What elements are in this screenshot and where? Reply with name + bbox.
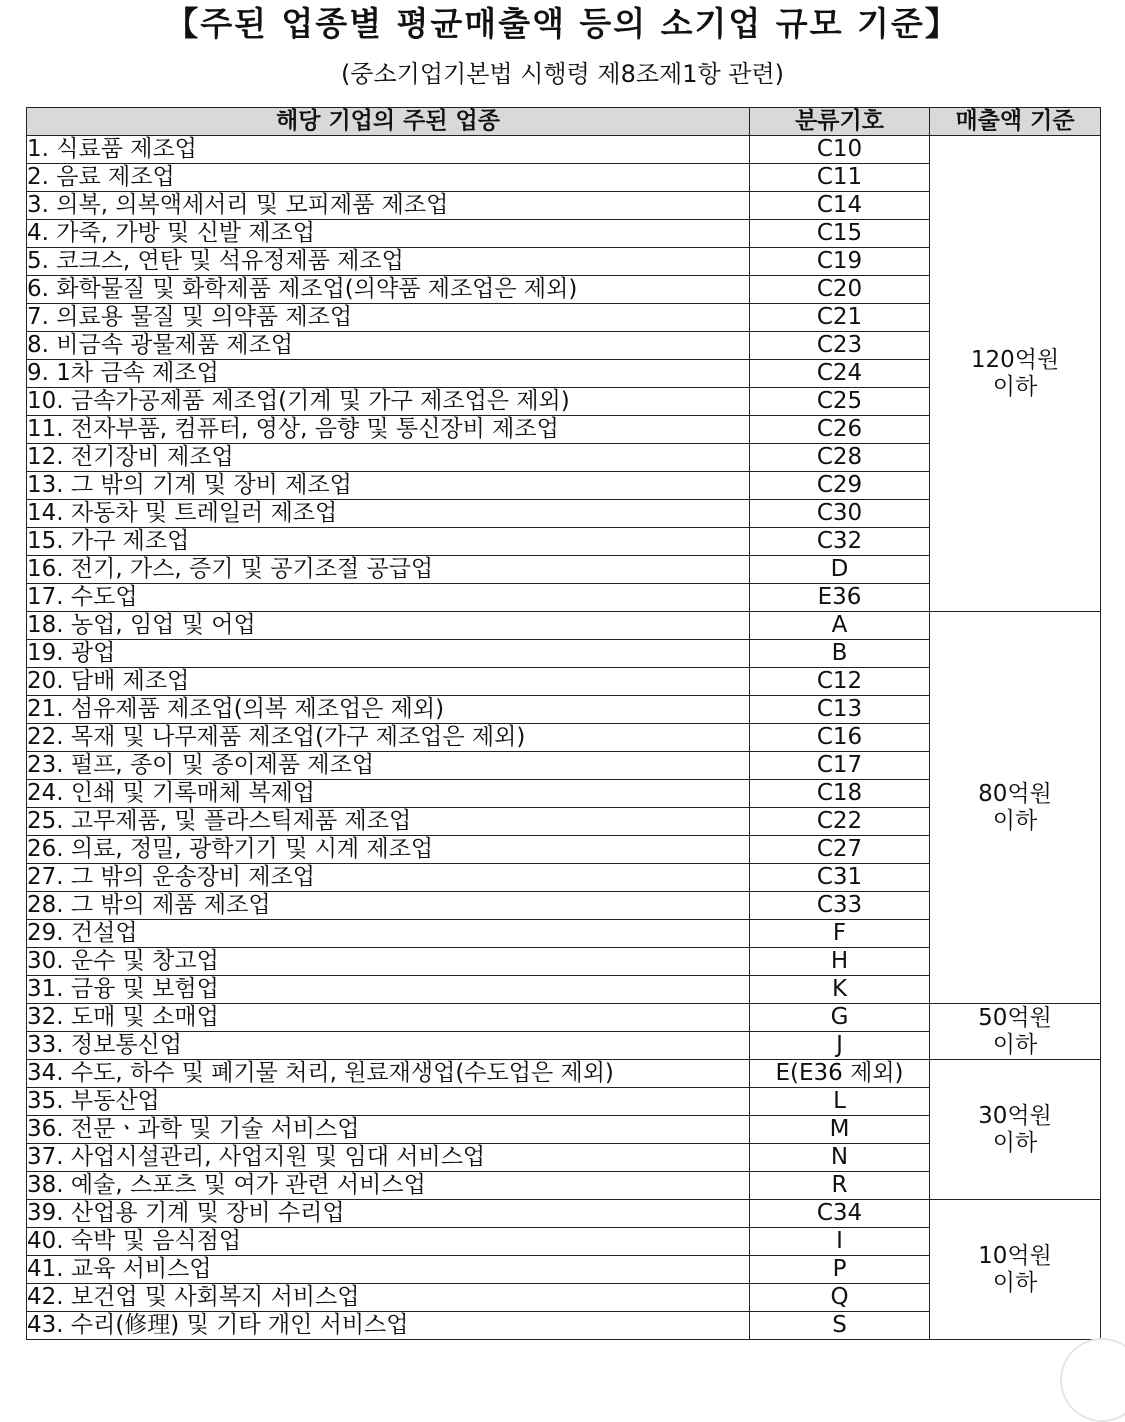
header-code: 분류기호 [750,108,930,136]
revenue-limit-cell [930,1060,1101,1200]
classification-code-cell: C33 [750,892,930,920]
industry-cell: 16. 전기, 가스, 증기 및 공기조절 공급업 [27,556,750,584]
classification-code-cell: J [750,1032,930,1060]
industry-cell: 37. 사업시설관리, 사업지원 및 임대 서비스업 [27,1144,750,1172]
industry-cell: 34. 수도, 하수 및 폐기물 처리, 원료재생업(수도업은 제외) [27,1060,750,1088]
stamp-watermark [1060,1338,1125,1422]
industry-cell: 19. 광업 [27,640,750,668]
industry-cell: 29. 건설업 [27,920,750,948]
industry-cell: 25. 고무제품, 및 플라스틱제품 제조업 [27,808,750,836]
classification-code-cell: C24 [750,360,930,388]
classification-code-cell: M [750,1116,930,1144]
industry-cell: 21. 섬유제품 제조업(의복 제조업은 제외) [27,696,750,724]
industry-cell: 13. 그 밖의 기계 및 장비 제조업 [27,472,750,500]
revenue-limit-cell [930,136,1101,612]
industry-cell: 8. 비금속 광물제품 제조업 [27,332,750,360]
classification-code-cell: I [750,1228,930,1256]
table-row [27,612,1101,640]
classification-code-cell: F [750,920,930,948]
classification-code-cell: C34 [750,1200,930,1228]
table-body [27,136,1101,1340]
header-revenue-limit: 매출액 기준 [930,108,1101,136]
classification-code-cell: B [750,640,930,668]
classification-code-cell: C20 [750,276,930,304]
classification-code-cell: A [750,612,930,640]
industry-cell: 40. 숙박 및 음식점업 [27,1228,750,1256]
classification-code-cell: C22 [750,808,930,836]
industry-cell: 27. 그 밖의 운송장비 제조업 [27,864,750,892]
industry-cell: 1. 식료품 제조업 [27,136,750,164]
classification-code-cell: H [750,948,930,976]
table-row [27,1200,1101,1228]
header-industry: 해당 기업의 주된 업종 [27,108,750,136]
industry-cell: 10. 금속가공제품 제조업(기계 및 가구 제조업은 제외) [27,388,750,416]
industry-cell: 17. 수도업 [27,584,750,612]
industry-cell: 12. 전기장비 제조업 [27,444,750,472]
industry-cell: 4. 가죽, 가방 및 신발 제조업 [27,220,750,248]
revenue-limit-cell [930,1004,1101,1060]
industry-cell: 5. 코크스, 연탄 및 석유정제품 제조업 [27,248,750,276]
classification-code-cell: C14 [750,192,930,220]
industry-cell: 33. 정보통신업 [27,1032,750,1060]
revenue-limit-line: 10억원 [978,1242,1052,1269]
classification-code-cell: C29 [750,472,930,500]
classification-code-cell: C21 [750,304,930,332]
classification-code-cell: C18 [750,780,930,808]
classification-code-cell: C26 [750,416,930,444]
size-criteria-table [26,107,1101,1340]
classification-code-cell: C10 [750,136,930,164]
classification-code-cell: G [750,1004,930,1032]
classification-code-cell: C23 [750,332,930,360]
page-title: 【주된 업종별 평균매출액 등의 소기업 규모 기준】 [165,4,960,43]
classification-code-cell: C16 [750,724,930,752]
classification-code-cell: C13 [750,696,930,724]
industry-cell: 22. 목재 및 나무제품 제조업(가구 제조업은 제외) [27,724,750,752]
classification-code-cell: C12 [750,668,930,696]
page-subtitle: (중소기업기본법 시행령 제8조제1항 관련) [340,60,785,88]
industry-cell: 28. 그 밖의 제품 제조업 [27,892,750,920]
industry-cell: 38. 예술, 스포츠 및 여가 관련 서비스업 [27,1172,750,1200]
classification-code-cell: C30 [750,500,930,528]
table-row [27,1060,1101,1088]
industry-cell: 30. 운수 및 창고업 [27,948,750,976]
industry-cell: 42. 보건업 및 사회복지 서비스업 [27,1284,750,1312]
industry-cell: 9. 1차 금속 제조업 [27,360,750,388]
classification-code-cell: D [750,556,930,584]
industry-cell: 2. 음료 제조업 [27,164,750,192]
classification-code-cell: C31 [750,864,930,892]
revenue-limit-line: 120억원 [970,346,1060,373]
industry-cell: 14. 자동차 및 트레일러 제조업 [27,500,750,528]
industry-cell: 7. 의료용 물질 및 의약품 제조업 [27,304,750,332]
industry-cell: 6. 화학물질 및 화학제품 제조업(의약품 제조업은 제외) [27,276,750,304]
industry-cell: 15. 가구 제조업 [27,528,750,556]
industry-cell: 20. 담배 제조업 [27,668,750,696]
industry-cell: 3. 의복, 의복액세서리 및 모피제품 제조업 [27,192,750,220]
classification-code-cell: R [750,1172,930,1200]
classification-code-cell: S [750,1312,930,1340]
classification-code-cell: K [750,976,930,1004]
revenue-limit-line: 30억원 [978,1102,1052,1129]
classification-code-cell: C17 [750,752,930,780]
classification-code-cell: Q [750,1284,930,1312]
table-row [27,136,1101,164]
industry-cell: 11. 전자부품, 컴퓨터, 영상, 음향 및 통신장비 제조업 [27,416,750,444]
revenue-limit-line: 이하 [992,1031,1038,1058]
classification-code-cell: P [750,1256,930,1284]
classification-code-cell: C28 [750,444,930,472]
industry-cell: 39. 산업용 기계 및 장비 수리업 [27,1200,750,1228]
revenue-limit-line: 80억원 [978,780,1052,807]
classification-code-cell: C15 [750,220,930,248]
classification-code-cell: N [750,1144,930,1172]
revenue-limit-line: 이하 [992,1269,1038,1296]
revenue-limit-line: 이하 [992,1129,1038,1156]
industry-cell: 23. 펄프, 종이 및 종이제품 제조업 [27,752,750,780]
industry-cell: 26. 의료, 정밀, 광학기기 및 시계 제조업 [27,836,750,864]
classification-code-cell: L [750,1088,930,1116]
table-header-row [27,108,1101,136]
classification-code-cell: E36 [750,584,930,612]
classification-code-cell: C19 [750,248,930,276]
table-row [27,1004,1101,1032]
industry-cell: 41. 교육 서비스업 [27,1256,750,1284]
revenue-limit-line: 이하 [992,807,1038,834]
classification-code-cell: C32 [750,528,930,556]
classification-code-cell: E(E36 제외) [750,1060,930,1088]
industry-cell: 31. 금융 및 보험업 [27,976,750,1004]
industry-cell: 24. 인쇄 및 기록매체 복제업 [27,780,750,808]
revenue-limit-line: 50억원 [978,1004,1052,1031]
revenue-limit-cell [930,1200,1101,1340]
classification-code-cell: C11 [750,164,930,192]
industry-cell: 35. 부동산업 [27,1088,750,1116]
industry-cell: 43. 수리(修理) 및 기타 개인 서비스업 [27,1312,750,1340]
classification-code-cell: C25 [750,388,930,416]
industry-cell: 32. 도매 및 소매업 [27,1004,750,1032]
revenue-limit-cell [930,612,1101,1004]
revenue-limit-line: 이하 [992,373,1038,400]
industry-cell: 18. 농업, 임업 및 어업 [27,612,750,640]
industry-cell: 36. 전문ㆍ과학 및 기술 서비스업 [27,1116,750,1144]
classification-code-cell: C27 [750,836,930,864]
